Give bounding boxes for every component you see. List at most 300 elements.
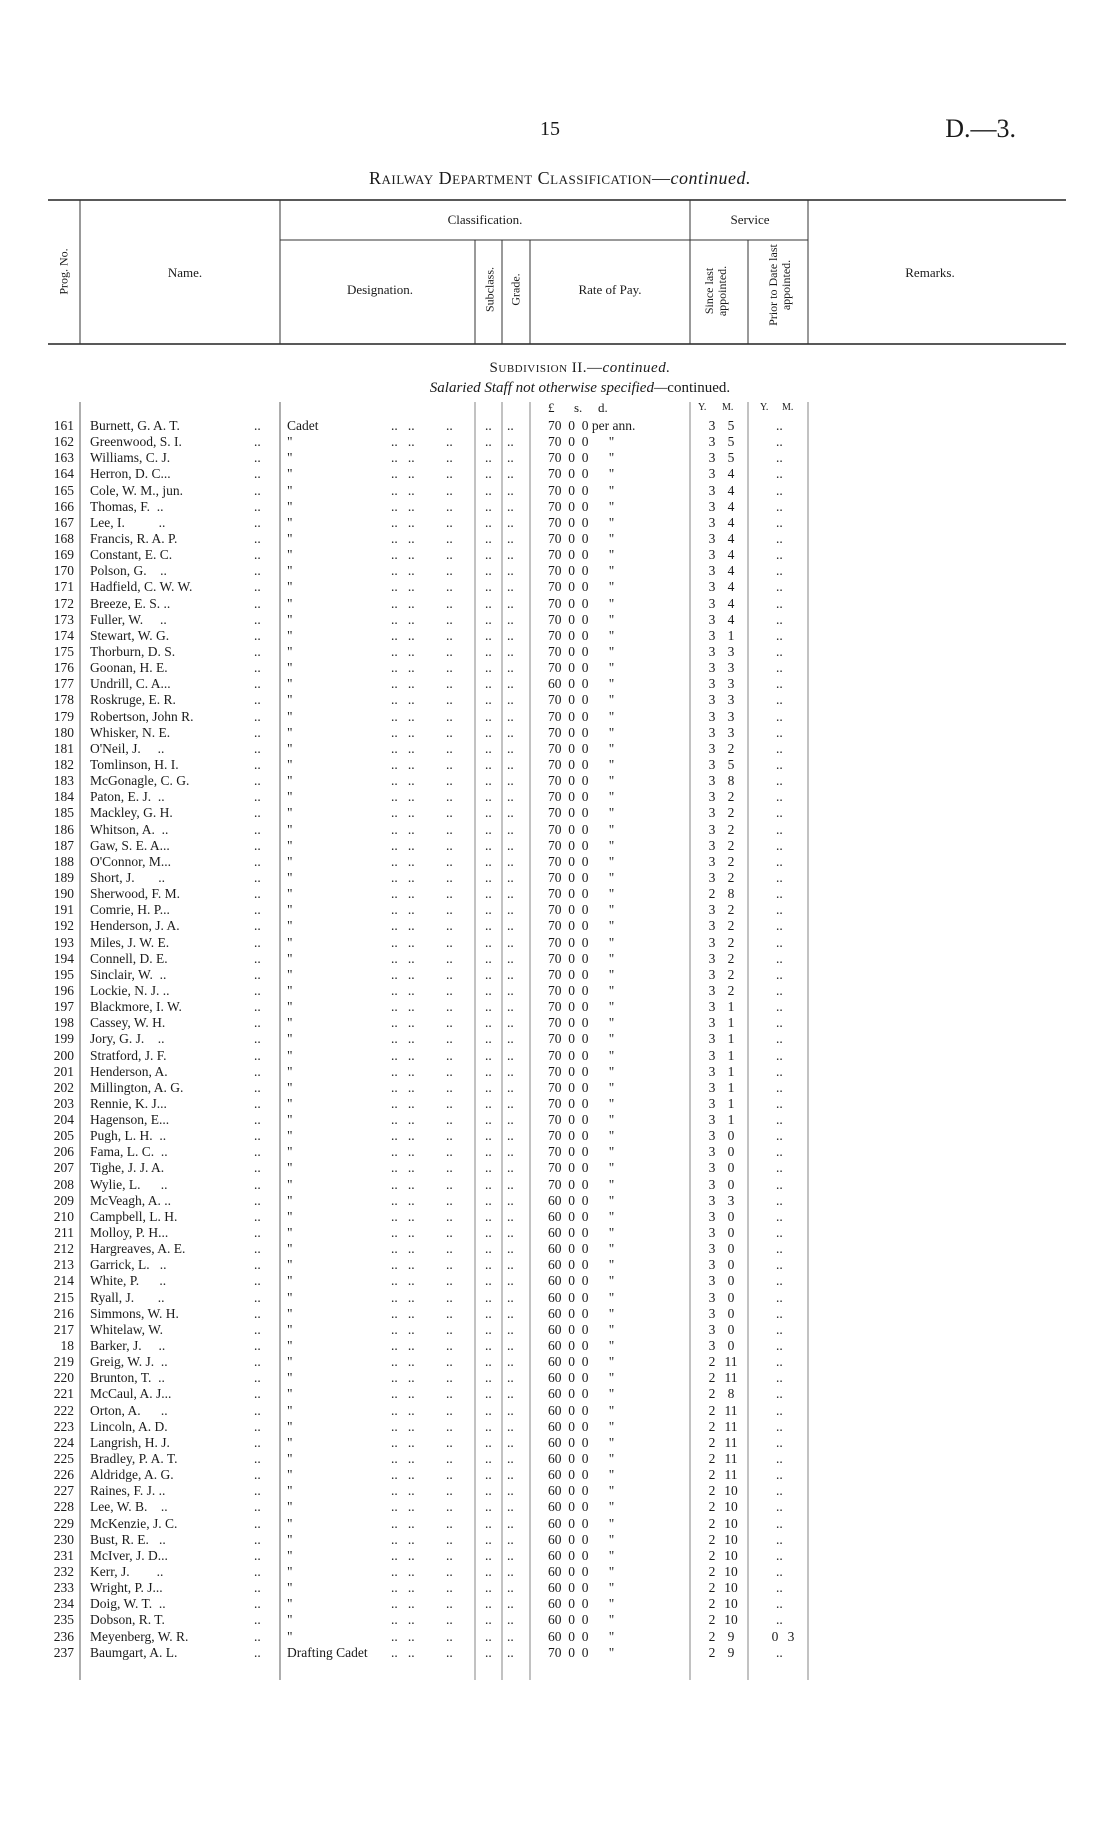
table-row — [0, 1596, 1114, 1612]
row-name: Goonan, H. E. — [90, 660, 168, 676]
table-row — [0, 935, 1114, 951]
leader-dots: .. — [254, 660, 261, 676]
row-name: Williams, C. J. — [90, 450, 171, 466]
leader-dots: .. — [254, 595, 261, 611]
row-name: Polson, G. .. — [90, 563, 167, 579]
table-row — [0, 612, 1114, 628]
row-since-months: 3 — [727, 724, 735, 740]
row-rate-of-pay: 70 0 0 " — [548, 902, 615, 918]
leader-dots: .. — [446, 966, 453, 982]
row-designation: " — [287, 853, 293, 869]
leader-dots: .. .. — [391, 1644, 415, 1660]
leader-dots: .. — [254, 756, 261, 772]
table-row — [0, 951, 1114, 967]
leader-dots: .. — [446, 1208, 453, 1224]
row-prog-no: 230 — [53, 1531, 74, 1547]
row-prog-no: 219 — [53, 1354, 74, 1370]
row-rate-of-pay: 70 0 0 " — [548, 966, 615, 982]
row-since-months: 2 — [727, 902, 735, 918]
leader-dots: .. — [485, 611, 492, 627]
leader-dots: .. — [485, 1386, 492, 1402]
table-row — [0, 1516, 1114, 1532]
leader-dots: .. — [254, 1563, 261, 1579]
row-rate-of-pay: 70 0 0 " — [548, 434, 615, 450]
row-rate-of-pay: 60 0 0 " — [548, 1547, 615, 1563]
leader-dots: .. — [507, 805, 514, 821]
leader-dots: .. — [254, 1305, 261, 1321]
leader-dots: .. .. — [391, 450, 415, 466]
leader-dots: .. — [776, 676, 783, 692]
row-since-months: 4 — [727, 498, 735, 514]
leader-dots: .. — [254, 1418, 261, 1434]
leader-dots: .. — [776, 1160, 783, 1176]
row-name: Thomas, F. .. — [90, 498, 164, 514]
row-designation: " — [287, 1483, 293, 1499]
leader-dots: .. — [507, 837, 514, 853]
leader-dots: .. — [446, 1580, 453, 1596]
row-since-years: 3 — [708, 853, 716, 869]
table-row — [0, 1322, 1114, 1338]
row-rate-of-pay: 70 0 0 " — [548, 611, 615, 627]
row-prog-no: 221 — [53, 1386, 74, 1402]
leader-dots: .. — [507, 1241, 514, 1257]
leader-dots: .. — [485, 1112, 492, 1127]
row-since-months: 0 — [727, 1128, 735, 1144]
row-prog-no: 220 — [53, 1370, 74, 1386]
row-designation: " — [287, 1354, 293, 1370]
row-name: O'Connor, M... — [90, 853, 172, 869]
row-name: Lee, I. .. — [90, 514, 166, 530]
table-row — [0, 563, 1114, 579]
leader-dots: .. — [446, 1644, 453, 1660]
row-since-years: 3 — [708, 1112, 716, 1127]
leader-dots: .. — [485, 934, 492, 950]
row-name: Constant, E. C. — [90, 547, 173, 563]
leader-dots: .. — [507, 1305, 514, 1321]
row-since-months: 4 — [727, 482, 735, 498]
leader-dots: .. — [776, 1095, 783, 1111]
row-since-months: 1 — [727, 1063, 735, 1079]
row-since-years: 3 — [708, 740, 716, 756]
row-since-months: 10 — [724, 1580, 738, 1596]
leader-dots: .. — [507, 1015, 514, 1031]
row-since-years: 3 — [708, 982, 716, 998]
leader-dots: .. .. — [391, 1563, 415, 1579]
leader-dots: .. — [485, 1628, 492, 1644]
leader-dots: .. — [446, 1531, 453, 1547]
row-prog-no: 226 — [53, 1467, 74, 1483]
leader-dots: .. — [485, 724, 492, 740]
row-designation: " — [287, 1208, 293, 1224]
row-designation: " — [287, 756, 293, 772]
leader-dots: .. — [507, 1596, 514, 1612]
row-name: Jory, G. J. .. — [90, 1031, 165, 1047]
leader-dots: .. — [507, 1176, 514, 1192]
leader-dots: .. .. — [391, 1547, 415, 1563]
leader-dots: .. — [776, 999, 783, 1014]
leader-dots: .. .. — [391, 1241, 415, 1257]
row-designation: " — [287, 773, 293, 789]
row-rate-of-pay: 60 0 0 " — [548, 1563, 615, 1579]
row-since-years: 3 — [708, 1047, 716, 1063]
row-rate-of-pay: 70 0 0 " — [548, 1015, 615, 1031]
row-designation: " — [287, 918, 293, 934]
leader-dots: .. — [507, 434, 514, 450]
row-prog-no: 169 — [53, 547, 74, 563]
leader-dots: .. .. — [391, 934, 415, 950]
leader-dots: .. .. — [391, 1321, 415, 1337]
row-since-months: 2 — [727, 789, 735, 805]
leader-dots: .. — [776, 950, 783, 966]
leader-dots: .. — [507, 1531, 514, 1547]
leader-dots: .. — [446, 789, 453, 805]
leader-dots: .. — [446, 1047, 453, 1063]
leader-dots: .. — [507, 756, 514, 772]
row-designation: " — [287, 1160, 293, 1176]
leader-dots: .. — [254, 498, 261, 514]
row-designation: " — [287, 1434, 293, 1450]
row-rate-of-pay: 70 0 0 " — [548, 547, 615, 563]
row-since-months: 5 — [727, 418, 735, 433]
leader-dots: .. .. — [391, 660, 415, 676]
leader-dots: .. — [485, 1225, 492, 1240]
row-designation: " — [287, 1192, 293, 1208]
row-since-years: 2 — [708, 1644, 716, 1660]
leader-dots: .. .. — [391, 644, 415, 659]
table-row — [0, 1354, 1114, 1370]
leader-dots: .. — [254, 1547, 261, 1563]
row-name: Langrish, H. J. — [90, 1434, 170, 1450]
row-designation: " — [287, 708, 293, 724]
row-since-years: 3 — [708, 934, 716, 950]
leader-dots: .. .. — [391, 999, 415, 1014]
leader-dots: .. .. — [391, 1402, 415, 1418]
header-grade: Grade. — [508, 273, 523, 306]
leader-dots: .. .. — [391, 434, 415, 450]
row-designation: " — [287, 1273, 293, 1289]
row-since-years: 3 — [708, 466, 716, 482]
row-name: Tomlinson, H. I. — [90, 756, 179, 772]
row-designation: " — [287, 1063, 293, 1079]
leader-dots: .. — [446, 950, 453, 966]
leader-dots: .. — [776, 724, 783, 740]
leader-dots: .. — [776, 1370, 783, 1386]
leader-dots: .. .. — [391, 1434, 415, 1450]
row-since-years: 2 — [708, 1402, 716, 1418]
row-rate-of-pay: 70 0 0 " — [548, 514, 615, 530]
row-prog-no: 206 — [53, 1144, 74, 1160]
row-since-years: 3 — [708, 1305, 716, 1321]
leader-dots: .. — [507, 1402, 514, 1418]
row-rate-of-pay: 70 0 0 " — [548, 886, 615, 902]
row-since-years: 3 — [708, 531, 716, 546]
leader-dots: .. .. — [391, 1063, 415, 1079]
row-since-months: 4 — [727, 563, 735, 579]
leader-dots: .. — [254, 708, 261, 724]
header-designation: Designation. — [346, 282, 414, 297]
leader-dots: .. — [446, 902, 453, 918]
table-row — [0, 644, 1114, 660]
table-row — [0, 1370, 1114, 1386]
row-name: Greig, W. J. .. — [90, 1354, 168, 1370]
row-prog-no: 191 — [53, 902, 74, 918]
leader-dots: .. — [254, 692, 261, 708]
leader-dots: .. — [776, 966, 783, 982]
leader-dots: .. — [446, 853, 453, 869]
row-prog-no: 198 — [53, 1015, 74, 1031]
leader-dots: .. .. — [391, 563, 415, 579]
row-rate-of-pay: 70 0 0 " — [548, 1079, 615, 1095]
leader-dots: .. — [254, 1208, 261, 1224]
row-since-years: 3 — [708, 1031, 716, 1047]
leader-dots: .. — [446, 466, 453, 482]
leader-dots: .. .. — [391, 1176, 415, 1192]
row-since-years: 3 — [708, 1176, 716, 1192]
leader-dots: .. — [254, 918, 261, 934]
row-prog-no: 203 — [53, 1095, 74, 1111]
row-designation: " — [287, 999, 293, 1014]
row-since-years: 3 — [708, 579, 716, 595]
table-row — [0, 1483, 1114, 1499]
leader-dots: .. — [254, 579, 261, 595]
leader-dots: .. — [446, 1515, 453, 1531]
leader-dots: .. — [776, 692, 783, 708]
row-rate-of-pay: 70 0 0 " — [548, 789, 615, 805]
row-prog-no: 235 — [53, 1612, 74, 1628]
leader-dots: .. — [485, 514, 492, 530]
row-designation: " — [287, 514, 293, 530]
row-rate-of-pay: 70 0 0 " — [548, 1160, 615, 1176]
leader-dots: .. — [507, 1047, 514, 1063]
leader-dots: .. — [507, 1031, 514, 1047]
row-since-months: 11 — [724, 1418, 738, 1434]
row-name: Fama, L. C. .. — [90, 1144, 168, 1160]
row-since-years: 3 — [708, 773, 716, 789]
row-since-years: 3 — [708, 950, 716, 966]
row-since-years: 2 — [708, 886, 716, 902]
leader-dots: .. — [776, 886, 783, 902]
leader-dots: .. — [776, 837, 783, 853]
leader-dots: .. — [776, 853, 783, 869]
row-rate-of-pay: 70 0 0 " — [548, 982, 615, 998]
row-prog-no: 180 — [53, 724, 74, 740]
leader-dots: .. — [254, 531, 261, 546]
table-row — [0, 1580, 1114, 1596]
row-prog-no: 199 — [53, 1031, 74, 1047]
row-name: McKenzie, J. C. — [90, 1515, 178, 1531]
row-rate-of-pay: 70 0 0 " — [548, 773, 615, 789]
leader-dots: .. — [776, 1386, 783, 1402]
row-since-months: 1 — [727, 627, 735, 643]
row-since-months: 3 — [727, 692, 735, 708]
leader-dots: .. .. — [391, 1580, 415, 1596]
row-designation: " — [287, 450, 293, 466]
leader-dots: .. — [776, 1015, 783, 1031]
leader-dots: .. — [485, 1321, 492, 1337]
leader-dots: .. — [485, 805, 492, 821]
leader-dots: .. — [254, 1047, 261, 1063]
header-prior-to-date: Prior to Date last appointed. — [766, 244, 793, 326]
table-row — [0, 1419, 1114, 1435]
row-designation: " — [287, 692, 293, 708]
row-designation: Drafting Cadet — [287, 1644, 368, 1660]
leader-dots: .. — [776, 595, 783, 611]
row-since-months: 8 — [727, 1386, 735, 1402]
row-designation: " — [287, 579, 293, 595]
row-designation: " — [287, 1176, 293, 1192]
leader-dots: .. .. — [391, 1305, 415, 1321]
leader-dots: .. .. — [391, 514, 415, 530]
leader-dots: .. — [446, 1273, 453, 1289]
row-prog-no: 208 — [53, 1176, 74, 1192]
row-designation: " — [287, 531, 293, 546]
leader-dots: .. — [485, 1192, 492, 1208]
leader-dots: .. — [446, 1031, 453, 1047]
row-name: Hagenson, E... — [90, 1112, 170, 1127]
leader-dots: .. — [485, 1402, 492, 1418]
row-designation: " — [287, 498, 293, 514]
leader-dots: .. — [507, 1434, 514, 1450]
leader-dots: .. — [446, 418, 453, 433]
leader-dots: .. .. — [391, 950, 415, 966]
row-designation: " — [287, 950, 293, 966]
row-designation: " — [287, 1563, 293, 1579]
row-designation: " — [287, 740, 293, 756]
leader-dots: .. .. — [391, 531, 415, 546]
row-prog-no: 164 — [53, 466, 74, 482]
row-rate-of-pay: 70 0 0 " — [548, 950, 615, 966]
row-since-years: 3 — [708, 563, 716, 579]
table-row — [0, 1015, 1114, 1031]
row-rate-of-pay: 70 0 0 " — [548, 579, 615, 595]
row-designation: " — [287, 1305, 293, 1321]
leader-dots: .. — [776, 1580, 783, 1596]
row-since-months: 2 — [727, 934, 735, 950]
row-designation: " — [287, 789, 293, 805]
leader-dots: .. — [446, 1370, 453, 1386]
row-since-months: 5 — [727, 434, 735, 450]
leader-dots: .. .. — [391, 1386, 415, 1402]
leader-dots: .. .. — [391, 1225, 415, 1240]
leader-dots: .. — [485, 434, 492, 450]
row-prog-no: 212 — [53, 1241, 74, 1257]
leader-dots: .. — [485, 450, 492, 466]
leader-dots: .. — [485, 547, 492, 563]
row-name: Sinclair, W. .. — [90, 966, 167, 982]
leader-dots: .. — [446, 1402, 453, 1418]
row-name: Garrick, L. .. — [90, 1257, 167, 1273]
leader-dots: .. — [507, 821, 514, 837]
leader-dots: .. — [507, 724, 514, 740]
table-row — [0, 1403, 1114, 1419]
leader-dots: .. — [485, 1580, 492, 1596]
row-since-months: 3 — [727, 676, 735, 692]
leader-dots: .. — [776, 1208, 783, 1224]
row-rate-of-pay: 70 0 0 " — [548, 1112, 615, 1127]
row-designation: " — [287, 1402, 293, 1418]
leader-dots: .. — [485, 966, 492, 982]
leader-dots: .. — [254, 547, 261, 563]
leader-dots: .. — [446, 1338, 453, 1353]
row-name: Bradley, P. A. T. — [90, 1451, 178, 1466]
header-prog-no: Prog. No. — [56, 248, 71, 295]
leader-dots: .. — [446, 644, 453, 659]
leader-dots: .. — [507, 886, 514, 902]
row-designation: " — [287, 1112, 293, 1127]
leader-dots: .. — [776, 1063, 783, 1079]
row-since-months: 0 — [727, 1321, 735, 1337]
row-name: Greenwood, S. I. — [90, 434, 182, 450]
row-prog-no: 172 — [53, 595, 74, 611]
row-designation: " — [287, 1321, 293, 1337]
leader-dots: .. — [507, 1160, 514, 1176]
table-row — [0, 1290, 1114, 1306]
row-prog-no: 237 — [53, 1644, 74, 1660]
row-prog-no: 216 — [53, 1305, 74, 1321]
row-name: White, P. .. — [90, 1273, 167, 1289]
row-name: Whitson, A. .. — [90, 821, 169, 837]
row-designation: " — [287, 466, 293, 482]
row-rate-of-pay: 60 0 0 " — [548, 1208, 615, 1224]
leader-dots: .. .. — [391, 1370, 415, 1386]
leader-dots: .. — [446, 498, 453, 514]
leader-dots: .. — [485, 950, 492, 966]
leader-dots: .. — [446, 1563, 453, 1579]
leader-dots: .. — [485, 1273, 492, 1289]
row-designation: " — [287, 1015, 293, 1031]
leader-dots: .. — [485, 1015, 492, 1031]
table-row — [0, 515, 1114, 531]
leader-dots: .. — [776, 918, 783, 934]
row-since-years: 3 — [708, 418, 716, 433]
row-name: Henderson, J. A. — [90, 918, 180, 934]
row-name: Hargreaves, A. E. — [90, 1241, 186, 1257]
row-since-months: 10 — [724, 1547, 738, 1563]
row-rate-of-pay: 70 0 0 " — [548, 1047, 615, 1063]
leader-dots: .. — [507, 1370, 514, 1386]
row-since-years: 2 — [708, 1612, 716, 1628]
row-name: Mackley, G. H. — [90, 805, 173, 821]
table-row — [0, 418, 1114, 434]
row-designation: " — [287, 1257, 293, 1273]
row-name: Gaw, S. E. A... — [90, 837, 170, 853]
leader-dots: .. — [485, 482, 492, 498]
row-since-years: 2 — [708, 1467, 716, 1483]
row-designation: " — [287, 869, 293, 885]
table-row — [0, 1467, 1114, 1483]
row-since-months: 4 — [727, 466, 735, 482]
leader-dots: .. — [507, 1338, 514, 1353]
row-name: Robertson, John R. — [90, 708, 194, 724]
leader-dots: .. — [507, 853, 514, 869]
row-since-months: 2 — [727, 982, 735, 998]
row-prog-no: 224 — [53, 1434, 74, 1450]
row-since-months: 5 — [727, 756, 735, 772]
row-rate-of-pay: 70 0 0 " — [548, 498, 615, 514]
table-row — [0, 499, 1114, 515]
row-designation: " — [287, 1612, 293, 1628]
leader-dots: .. .. — [391, 1451, 415, 1466]
leader-dots: .. — [507, 708, 514, 724]
leader-dots: .. — [507, 692, 514, 708]
row-since-months: 3 — [727, 708, 735, 724]
row-rate-of-pay: 70 0 0 " — [548, 627, 615, 643]
table-row — [0, 466, 1114, 482]
header-remarks: Remarks. — [905, 265, 955, 280]
row-name: Fuller, W. .. — [90, 611, 167, 627]
row-since-months: 4 — [727, 531, 735, 546]
row-rate-of-pay: 70 0 0 " — [548, 805, 615, 821]
